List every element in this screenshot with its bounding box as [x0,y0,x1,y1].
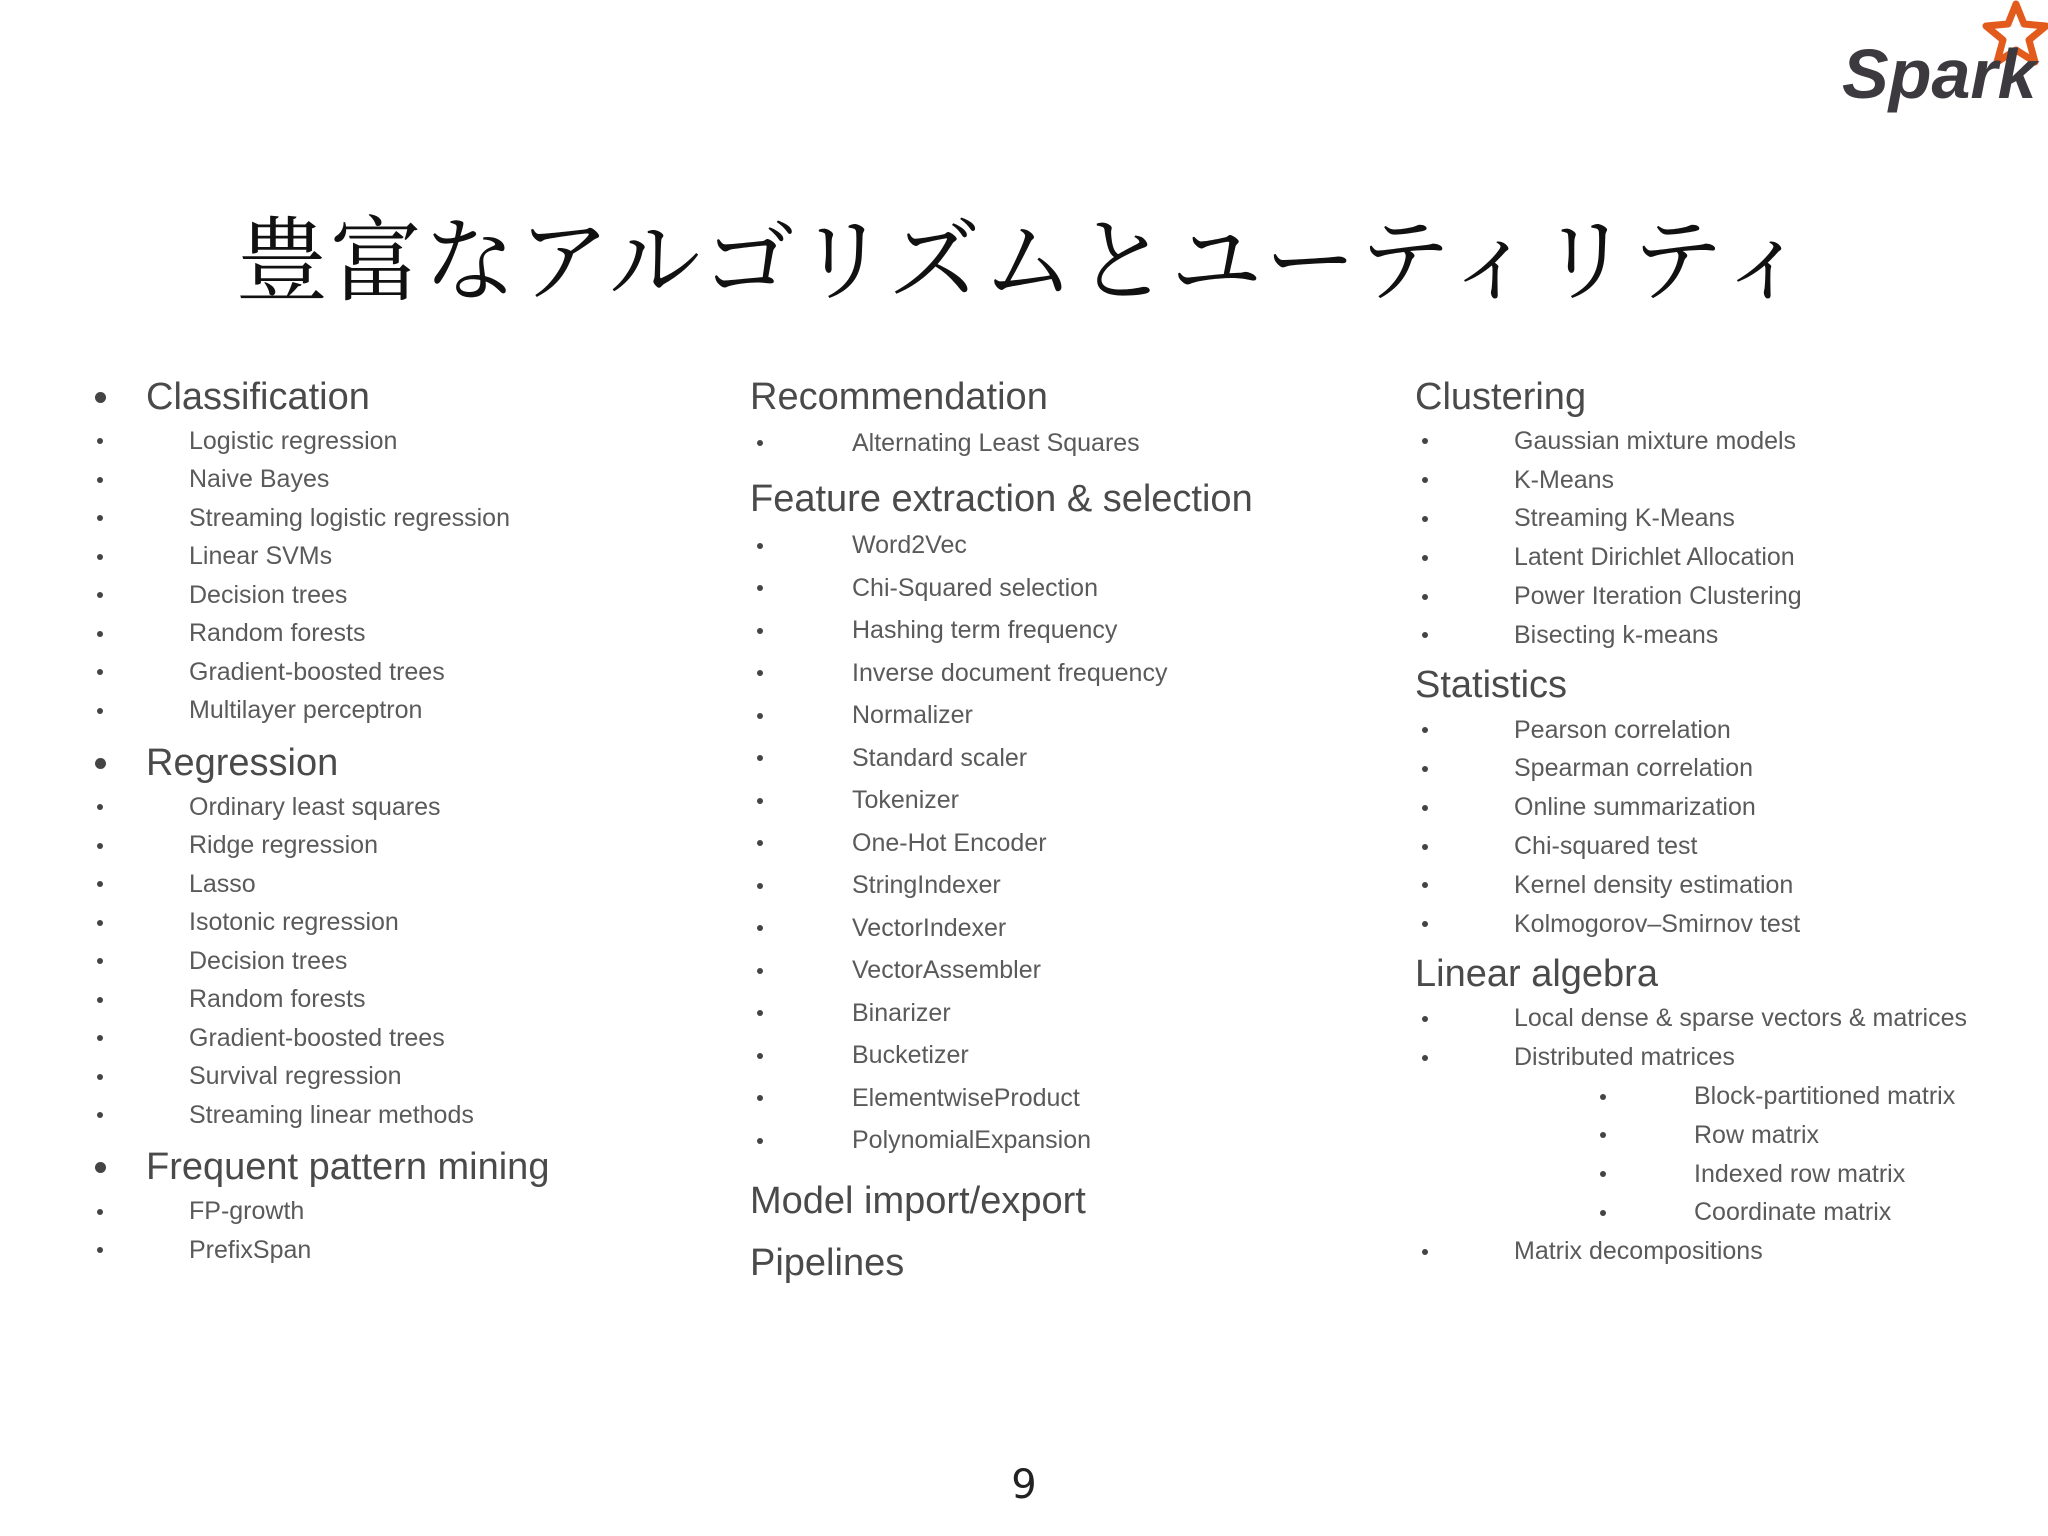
bullet-icon [97,920,103,926]
bullet-icon [757,713,763,719]
bullet-icon [757,628,763,634]
list-item-text: Random forests [189,985,366,1014]
list-item-text: Streaming K-Means [1514,504,1735,533]
list-item-text: Gradient-boosted trees [189,1023,445,1052]
list-item-text: Gradient-boosted trees [189,657,445,686]
list-item-text: Standard scaler [852,743,1028,772]
bullet-icon [757,440,763,446]
list-item-text: Coordinate matrix [1694,1198,1892,1227]
list-item-text: ElementwiseProduct [852,1083,1080,1112]
bullet-icon [97,592,103,598]
bullet-icon [1422,844,1428,850]
list-item-text: Alternating Least Squares [852,428,1140,457]
list-item [1415,1000,2035,1039]
list-item-text: Hashing term frequency [852,616,1118,645]
list-item [750,695,1370,738]
list-statistics [1415,711,2035,944]
bullet-icon [97,1074,103,1080]
list-item [750,907,1370,950]
list-item [1415,422,2035,461]
bullet-icon [1422,1055,1428,1061]
bullet-icon [1422,727,1428,733]
list-item-text: Linear SVMs [189,542,333,571]
list-item [1415,788,2035,827]
list-item-text: Tokenizer [852,786,959,815]
heading-model-import-export: Model import/export [750,1179,1086,1222]
heading-classification [90,372,710,422]
bullet-icon [97,843,103,849]
list-classification [90,422,710,730]
list-item [90,422,710,461]
list-feature-extraction [750,525,1370,1163]
heading-regression [90,738,710,788]
list-item-text: Isotonic regression [189,908,399,937]
bullet-icon [757,1095,763,1101]
bullet-icon [97,438,103,444]
bullet-icon [95,758,106,769]
list-item-text: FP-growth [189,1197,305,1226]
list-item-text: Chi-Squared selection [852,573,1098,602]
list-item [90,942,710,981]
list-item [90,788,710,827]
group-classification [90,372,710,730]
bullet-icon [1600,1132,1606,1138]
bullet-icon [757,1138,763,1144]
bullet-icon [97,708,103,714]
bullet-icon [1600,1210,1606,1216]
sub-list-item [1415,1077,2035,1116]
bullet-icon [757,585,763,591]
list-item-text: Bisecting k-means [1514,620,1719,649]
list-item-text: Kernel density estimation [1514,870,1794,899]
bullet-icon [757,840,763,846]
list-item [750,992,1370,1035]
list-item-text: Ridge regression [189,831,378,860]
column-middle [750,372,1370,1288]
list-item [750,525,1370,568]
list-item-text: Pearson correlation [1514,715,1731,744]
list-item-text: Decision trees [189,580,348,609]
sub-list-item [1415,1194,2035,1233]
bullet-icon [97,554,103,560]
list-item-text: Normalizer [852,701,973,730]
list-item-text: Naive Bayes [189,465,330,494]
bullet-icon [97,1209,103,1215]
list-item-text: Binarizer [852,998,951,1027]
list-item [750,652,1370,695]
group-recommendation [750,372,1370,465]
heading-clustering: Clustering [1415,375,1587,418]
heading-text: Regression [146,741,339,784]
sub-list-item [1415,1155,2035,1194]
bullet-icon [757,968,763,974]
list-item [90,538,710,577]
heading-linear-algebra: Linear algebra [1415,953,1658,996]
list-item-text: VectorIndexer [852,913,1007,942]
group-linear-algebra [1415,950,2035,1272]
list-item-text: VectorAssembler [852,956,1041,985]
heading-frequent-pattern-mining [90,1143,710,1193]
group-pipelines [750,1238,1370,1288]
heading-pipelines: Pipelines [750,1241,905,1284]
list-item-text: Ordinary least squares [189,792,441,821]
list-item-text: Streaming linear methods [189,1100,474,1129]
bullet-icon [757,883,763,889]
list-item-text: Indexed row matrix [1694,1159,1906,1188]
group-frequent-pattern-mining [90,1143,710,1270]
list-item-text: Decision trees [189,946,348,975]
list-item-text: Block-partitioned matrix [1694,1082,1956,1111]
bullet-icon [1600,1094,1606,1100]
bullet-icon [97,881,103,887]
group-feature-extraction [750,475,1370,1163]
bullet-icon [97,958,103,964]
bullet-icon [757,670,763,676]
list-item [1415,461,2035,500]
page-number: 9 [1011,1462,1037,1508]
slide-title: 豊富なアルゴリズムとユーティリティ [236,208,1812,315]
heading-recommendation: Recommendation [750,375,1048,418]
bullet-icon [97,515,103,521]
heading-feature-extraction: Feature extraction & selection [750,478,1253,520]
list-clustering [1415,422,2035,655]
bullet-icon [1422,438,1428,444]
bullet-icon [97,1035,103,1041]
list-item [1415,500,2035,539]
list-item-text: Random forests [189,619,366,648]
group-regression [90,738,710,1135]
list-recommendation [750,422,1370,465]
list-item-text: Chi-squared test [1514,832,1698,861]
bullet-icon [1422,1016,1428,1022]
list-item-text: Row matrix [1694,1120,1820,1149]
list-item [750,610,1370,653]
bullet-icon [1422,805,1428,811]
list-item [90,1193,710,1232]
spark-logo [1840,0,2048,120]
column-right [1415,372,2035,1271]
list-item-text: Power Iteration Clustering [1514,582,1802,611]
list-item [1415,905,2035,944]
list-item-text: Matrix decompositions [1514,1237,1763,1266]
list-item [1415,616,2035,655]
bullet-icon [1422,882,1428,888]
list-item [1415,1038,2035,1077]
list-item [750,1077,1370,1120]
list-item-text: Inverse document frequency [852,658,1168,687]
bullet-icon [757,543,763,549]
list-item [1415,866,2035,905]
list-linear-algebra [1415,1000,2035,1272]
list-item [1415,1232,2035,1271]
list-item-text: Online summarization [1514,793,1756,822]
heading-text: Frequent pattern mining [146,1146,550,1188]
list-item [750,422,1370,465]
list-item [90,1231,710,1270]
list-item-text: Spearman correlation [1514,754,1754,783]
bullet-icon [1422,516,1428,522]
list-item-text: PolynomialExpansion [852,1126,1092,1155]
spark-logo-text: Spark [1842,35,2037,113]
list-item-text: Local dense & sparse vectors & matrices [1514,1004,1967,1033]
list-item [90,576,710,615]
bullet-icon [97,1112,103,1118]
bullet-icon [97,804,103,810]
list-item-text: K-Means [1514,465,1615,494]
bullet-icon [1422,921,1428,927]
list-item [750,865,1370,908]
heading-text: Classification [146,375,370,418]
bullet-icon [757,925,763,931]
list-item [90,827,710,866]
bullet-icon [1422,555,1428,561]
list-item-text: Logistic regression [189,426,398,455]
bullet-icon [1422,766,1428,772]
list-item-text: Gaussian mixture models [1514,426,1797,455]
list-frequent-pattern-mining [90,1193,710,1270]
list-item-text: Multilayer perceptron [189,696,423,725]
list-item-text: Lasso [189,869,256,898]
column-left [90,372,710,1270]
list-item [750,1035,1370,1078]
bullet-icon [1422,477,1428,483]
list-item [1415,577,2035,616]
list-item [750,950,1370,993]
bullet-icon [97,997,103,1003]
list-item-text: Kolmogorov–Smirnov test [1514,909,1801,938]
list-item [750,822,1370,865]
list-item [90,615,710,654]
bullet-icon [97,1247,103,1253]
group-statistics [1415,661,2035,944]
list-item-text: PrefixSpan [189,1235,312,1264]
bullet-icon [97,669,103,675]
list-item-text: Latent Dirichlet Allocation [1514,543,1795,572]
list-item [1415,827,2035,866]
list-item-text: Survival regression [189,1062,402,1091]
list-item-text: StringIndexer [852,871,1001,900]
bullet-icon [1422,1249,1428,1255]
list-item-text: One-Hot Encoder [852,828,1047,857]
bullet-icon [1600,1171,1606,1177]
bullet-icon [757,1010,763,1016]
list-item [90,1019,710,1058]
list-item [90,692,710,731]
list-item [90,865,710,904]
list-item-text: Bucketizer [852,1041,969,1070]
list-item-text: Word2Vec [852,531,967,560]
sub-list-item [1415,1116,2035,1155]
list-item [1415,538,2035,577]
list-item [90,653,710,692]
list-item [90,904,710,943]
list-item [90,981,710,1020]
list-regression [90,788,710,1135]
list-item [750,780,1370,823]
list-item [750,1120,1370,1163]
bullet-icon [757,1053,763,1059]
group-model-import-export [750,1176,1370,1226]
bullet-icon [757,798,763,804]
bullet-icon [97,631,103,637]
heading-statistics: Statistics [1415,664,1568,707]
list-item-text: Distributed matrices [1514,1043,1735,1072]
list-item [90,461,710,500]
list-item [1415,750,2035,789]
bullet-icon [757,755,763,761]
list-item [750,737,1370,780]
bullet-icon [95,1162,106,1173]
bullet-icon [95,392,106,403]
list-item [90,1058,710,1097]
bullet-icon [1422,632,1428,638]
list-item-text: Streaming logistic regression [189,503,510,532]
group-clustering [1415,372,2035,655]
bullet-icon [97,477,103,483]
list-item [750,567,1370,610]
list-item [90,499,710,538]
list-item [1415,711,2035,750]
bullet-icon [1422,594,1428,600]
list-item [90,1096,710,1135]
